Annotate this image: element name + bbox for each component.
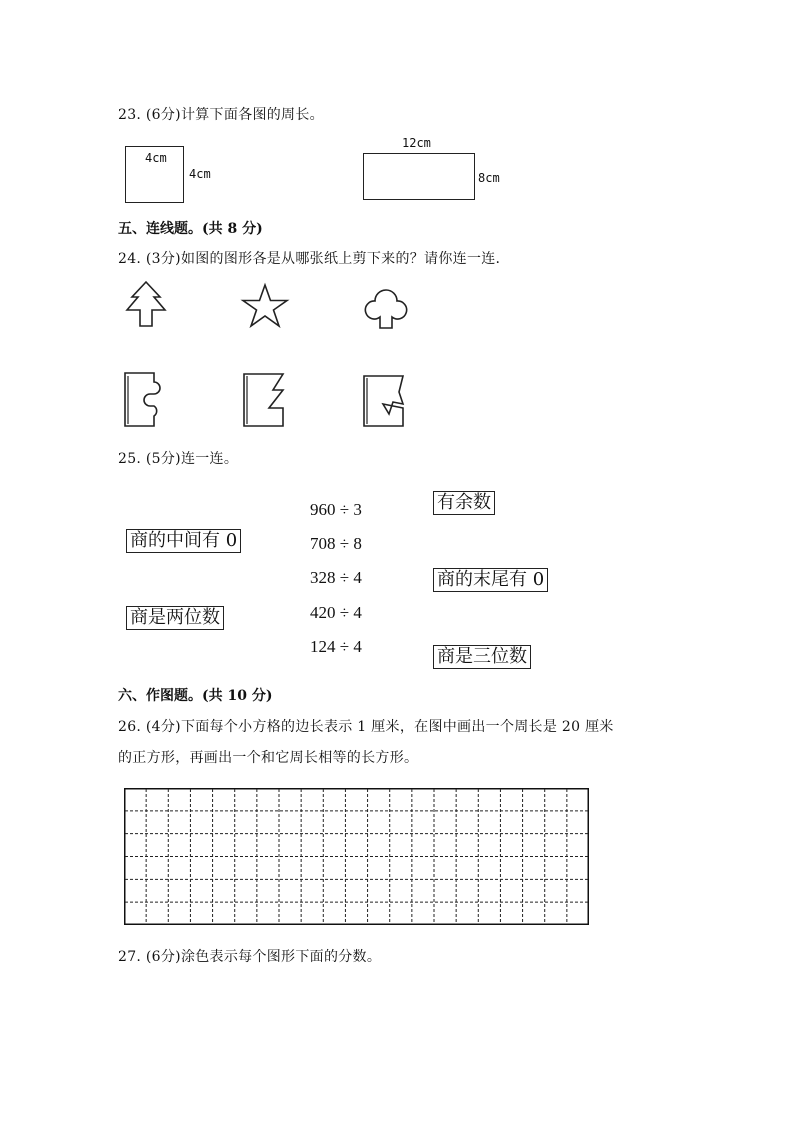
right-tag-three-digit[interactable]: 商是三位数 bbox=[433, 645, 531, 669]
left-tag-two-digit[interactable]: 商是两位数 bbox=[126, 606, 224, 630]
question-26-line2: 的正方形，再画出一个和它周长相等的长方形。 bbox=[118, 750, 419, 766]
expression-1[interactable]: 960 ÷ 3 bbox=[310, 500, 362, 519]
square-top-label: 4cm bbox=[145, 151, 167, 165]
right-tag-remainder[interactable]: 有余数 bbox=[433, 491, 495, 515]
expression-5[interactable]: 124 ÷ 4 bbox=[310, 637, 362, 656]
section-5-title: 五、连线题。(共 8 分) bbox=[118, 221, 263, 237]
expression-3[interactable]: 328 ÷ 4 bbox=[310, 568, 362, 587]
paper-star-cut-icon bbox=[363, 374, 407, 428]
paper-zigzag-cut-icon bbox=[243, 372, 287, 428]
star-shape-icon bbox=[242, 284, 288, 328]
cloud-shape-icon bbox=[364, 284, 408, 330]
question-27: 27. (6分)涂色表示每个图形下面的分数。 bbox=[118, 949, 382, 965]
question-26-line1: 26. (4分)下面每个小方格的边长表示 1 厘米，在图中画出一个周长是 20 厘米 bbox=[118, 719, 614, 735]
left-tag-middle-zero[interactable]: 商的中间有 0 bbox=[126, 529, 241, 553]
square-side-label: 4cm bbox=[189, 167, 211, 181]
tree-shape-icon bbox=[124, 280, 168, 328]
right-tag-end-zero[interactable]: 商的末尾有 0 bbox=[433, 568, 548, 592]
section-6-title: 六、作图题。(共 10 分) bbox=[118, 688, 273, 704]
question-25: 25. (5分)连一连。 bbox=[118, 451, 239, 467]
rectangle-figure bbox=[363, 153, 475, 200]
expression-4[interactable]: 420 ÷ 4 bbox=[310, 603, 362, 622]
rectangle-top-label: 12cm bbox=[402, 136, 431, 150]
paper-scallop-cut-icon bbox=[124, 372, 168, 428]
question-24: 24. (3分)如图的图形各是从哪张纸上剪下来的？请你连一连. bbox=[118, 251, 501, 267]
dotted-grid[interactable] bbox=[124, 788, 589, 925]
question-23: 23. (6分)计算下面各图的周长。 bbox=[118, 107, 324, 123]
expression-2[interactable]: 708 ÷ 8 bbox=[310, 534, 362, 553]
rectangle-side-label: 8cm bbox=[478, 171, 500, 185]
